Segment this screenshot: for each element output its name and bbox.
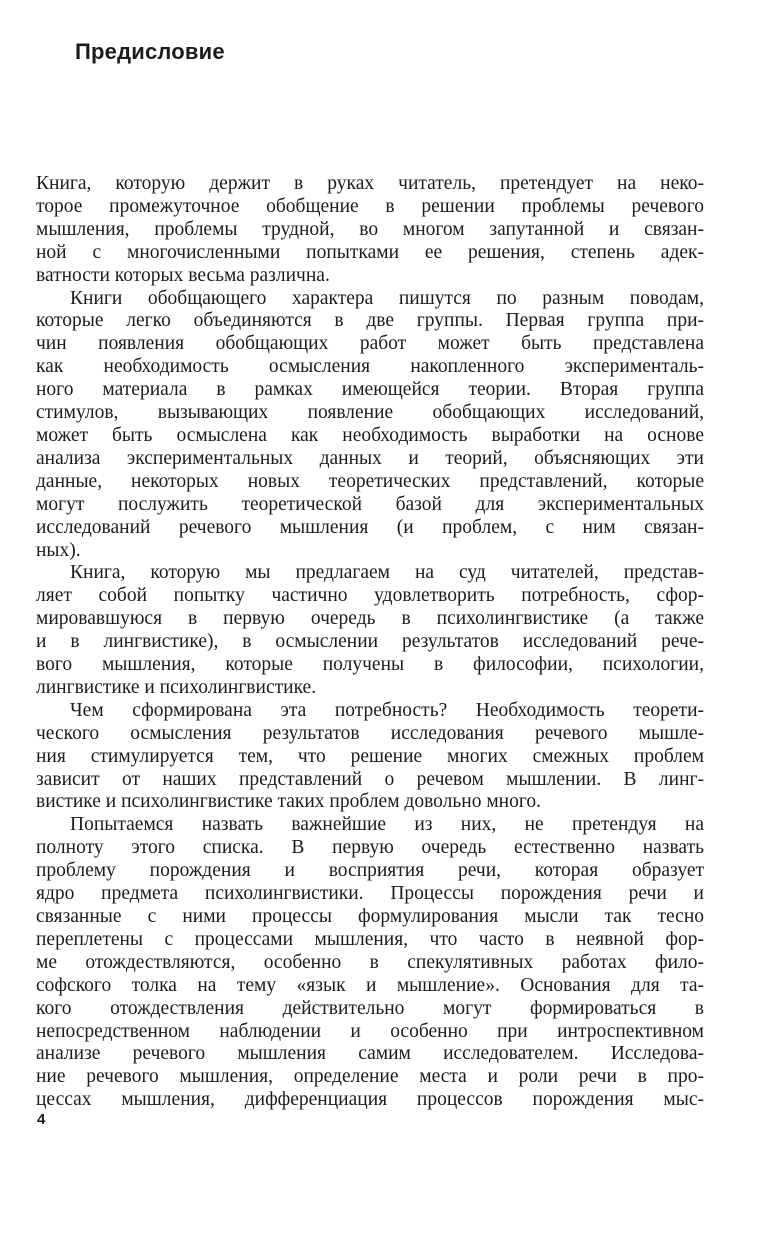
text-line: ядро предмета психолингвистики. Процессы порождения речи и [36, 883, 704, 905]
text-line: как необходимость осмысления накопленного эксперименталь- [36, 356, 704, 378]
page-number: 4 [37, 1111, 46, 1128]
text-line: вого мышления, которые получены в философии, психологии, [36, 654, 704, 676]
text-line: и в лингвистике), в осмыслении результатов исследований рече- [36, 631, 704, 653]
text-line: софского толка на тему «язык и мышление». Основания для та- [36, 974, 704, 996]
text-line: вистике и психолингвистике таких проблем довольно много. [36, 791, 541, 813]
text-line: которые легко объединяются в две группы. Первая группа при- [36, 310, 704, 332]
paragraph-5 [36, 814, 704, 1112]
text-line: стимулов, вызывающих появление обобщающих исследований, [36, 402, 704, 424]
text-line: может быть осмыслена как необходимость выработки на основе [36, 424, 704, 446]
text-line: ватности которых весьма различна. [36, 264, 330, 286]
text-line: Книги обобщающего характера пишутся по разным поводам, [70, 287, 704, 309]
text-line: кого отождествления действительно могут формироваться в [36, 997, 704, 1019]
paragraph-4 [36, 700, 704, 815]
text-line: полноту этого списка. В первую очередь естественно назвать [36, 837, 704, 859]
text-line: ного материала в рамках имеющейся теории. Вторая группа [36, 379, 704, 401]
text-line: ных). [36, 539, 81, 561]
text-line: анализа экспериментальных данных и теорий, объясняющих эти [36, 447, 704, 469]
text-line: ной с многочисленными попытками ее решения, степень адек- [36, 241, 704, 263]
text-line: мировавшуюся в первую очередь в психолингвистике (а также [36, 608, 704, 630]
text-line: ляет собой попытку частично удовлетворить потребность, сфор- [36, 585, 704, 607]
text-line: ния стимулируется тем, что решение многих смежных проблем [36, 745, 704, 767]
chapter-heading: Предисловие [75, 39, 225, 64]
text-line: непосредственном наблюдении и особенно при интроспективном [36, 1020, 704, 1042]
text-line: ме отождествляются, особенно в спекулятивных работах фило- [36, 951, 704, 973]
text-line: переплетены с процессами мышления, что часто в неявной фор- [36, 928, 704, 950]
text-line: проблему порождения и восприятия речи, которая образует [36, 860, 704, 882]
paragraph-3 [36, 562, 704, 699]
text-line: чин появления обобщающих работ может быть представлена [36, 333, 704, 355]
text-line: Книга, которую держит в руках читатель, претендует на неко- [36, 173, 704, 194]
paragraph-2 [36, 288, 704, 563]
text-line: ческого осмысления результатов исследования речевого мышле- [36, 722, 704, 744]
text-line: цессах мышления, дифференциация процессов порождения мыс- [36, 1089, 704, 1111]
body-text [36, 173, 704, 1112]
text-line: анализе речевого мышления самим исследователем. Исследова- [36, 1043, 704, 1065]
text-line: торое промежуточное обобщение в решении проблемы речевого [36, 195, 704, 217]
text-line: Книга, которую мы предлагаем на суд читателей, представ- [70, 562, 704, 584]
text-line: лингвистике и психолингвистике. [36, 676, 317, 698]
paragraph-1 [36, 173, 704, 288]
text-line: ние речевого мышления, определение места и роли речи в про- [36, 1066, 704, 1088]
text-line: мышления, проблемы трудной, во многом запутанной и связан- [36, 218, 704, 240]
text-line: Чем сформирована эта потребность? Необходимость теорети- [70, 699, 704, 721]
text-line: могут послужить теоретической базой для экспериментальных [36, 493, 704, 515]
text-line: данные, некоторых новых теоретических представлений, которые [36, 470, 704, 492]
text-line: связанные с ними процессы формулирования мысли так тесно [36, 906, 704, 927]
text-line: исследований речевого мышления (и проблем, с ним связан- [36, 516, 704, 538]
text-line: зависит от наших представлений о речевом мышлении. В линг- [36, 768, 704, 790]
text-line: Попытаемся назвать важнейшие из них, не претендуя на [70, 814, 704, 836]
